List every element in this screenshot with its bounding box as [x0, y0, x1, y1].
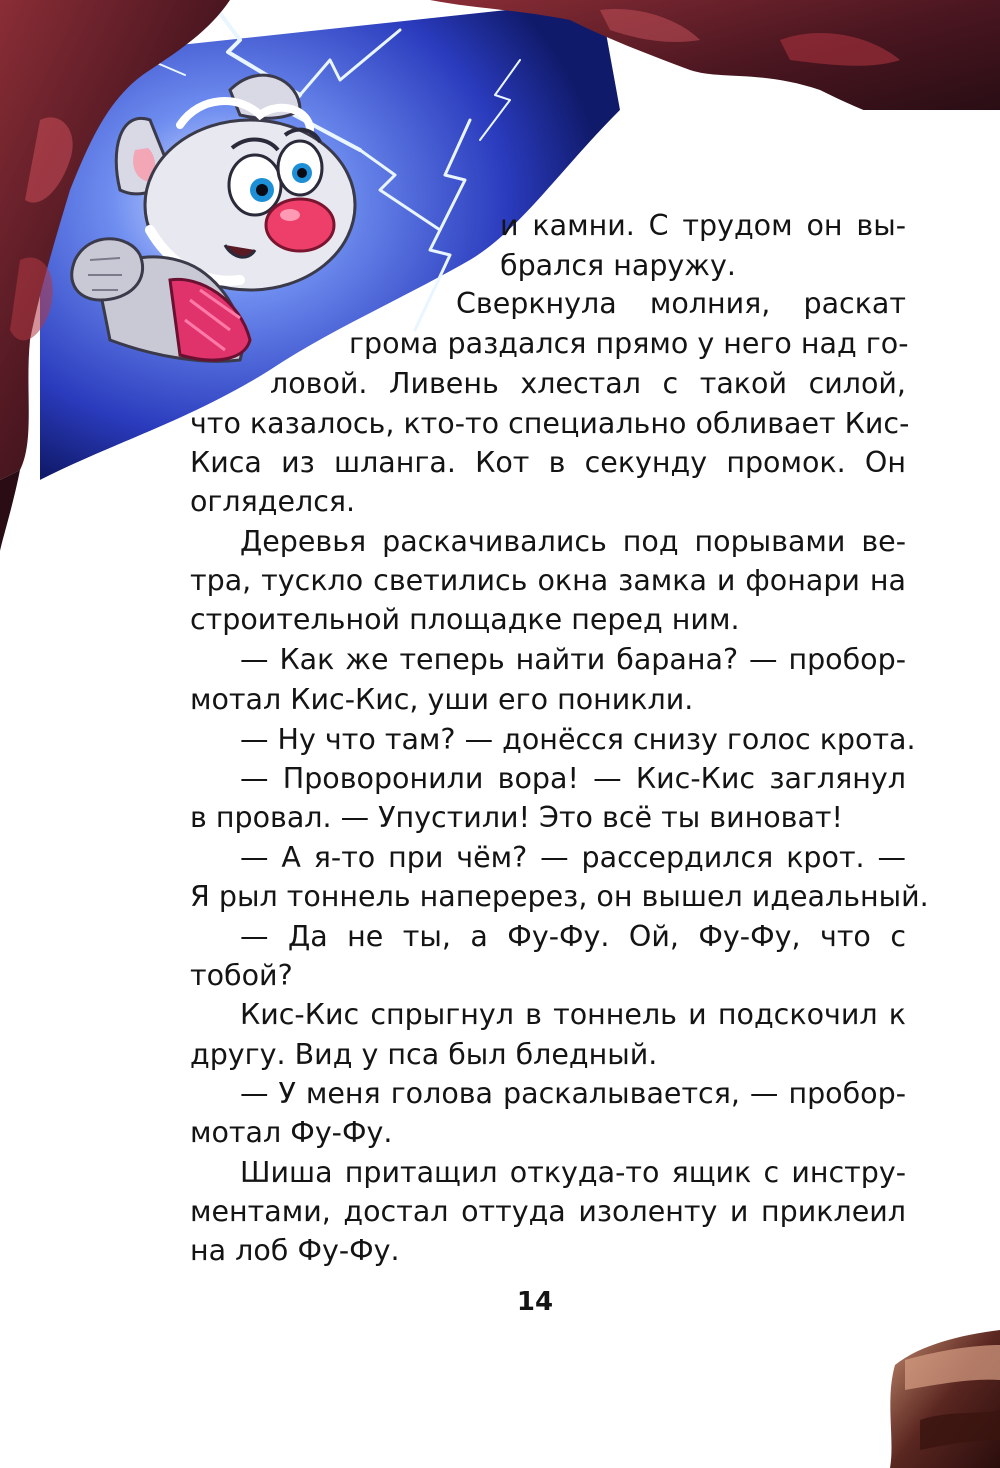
- text-line: огляделся.: [190, 485, 356, 518]
- text-line: мотал Фу-Фу.: [190, 1116, 393, 1149]
- text-line: в провал. — Упустили! Это всё ты виноват!: [190, 801, 843, 834]
- text-line: — Как же теперь найти барана? — пробор-: [240, 643, 906, 676]
- text-line: тобой?: [190, 959, 293, 992]
- text-line: — Да не ты, а Фу-Фу. Ой, Фу-Фу, что с: [240, 920, 906, 953]
- text-line: Шиша притащил откуда-то ящик с инстру-: [240, 1156, 906, 1189]
- text-line: тра, тускло светились окна замка и фонари на: [190, 564, 906, 597]
- text-line: Деревья раскачивались под порывами ве-: [240, 525, 906, 558]
- text-line: — Ну что там? — донёсся снизу голос крота.: [240, 723, 916, 756]
- text-line: Киса из шланга. Кот в секунду промок. Он: [190, 446, 906, 479]
- text-line: Я рыл тоннель наперерез, он вышел идеальный.: [190, 880, 929, 913]
- text-line: брался наружу.: [500, 249, 736, 282]
- text-line: — У меня голова раскалывается, — пробор-: [240, 1077, 906, 1110]
- text-line: что казалось, кто-то специально обливает Кис-: [190, 407, 910, 440]
- text-line: — А я-то при чём? — рассердился крот. —: [240, 841, 906, 874]
- text-line: и камни. С трудом он вы-: [500, 209, 906, 242]
- text-line: ловой. Ливень хлестал с такой силой,: [270, 367, 906, 400]
- page-number: 14: [516, 1287, 554, 1317]
- text-line: ментами, достал оттуда изоленту и приклеил: [190, 1195, 906, 1228]
- text-line: Кис-Кис спрыгнул в тоннель и подскочил к: [240, 998, 906, 1031]
- text-line: строительной площадке перед ним.: [190, 603, 740, 636]
- text-line: мотал Кис-Кис, уши его поникли.: [190, 683, 694, 716]
- text-line: Сверкнула молния, раскат: [456, 287, 906, 320]
- text-line: на лоб Фу-Фу.: [190, 1234, 400, 1267]
- text-line: грома раздался прямо у него над го-: [349, 327, 909, 360]
- text-line: — Проворонили вора! — Кис-Кис заглянул: [240, 762, 906, 795]
- text-line: другу. Вид у пса был бледный.: [190, 1038, 658, 1071]
